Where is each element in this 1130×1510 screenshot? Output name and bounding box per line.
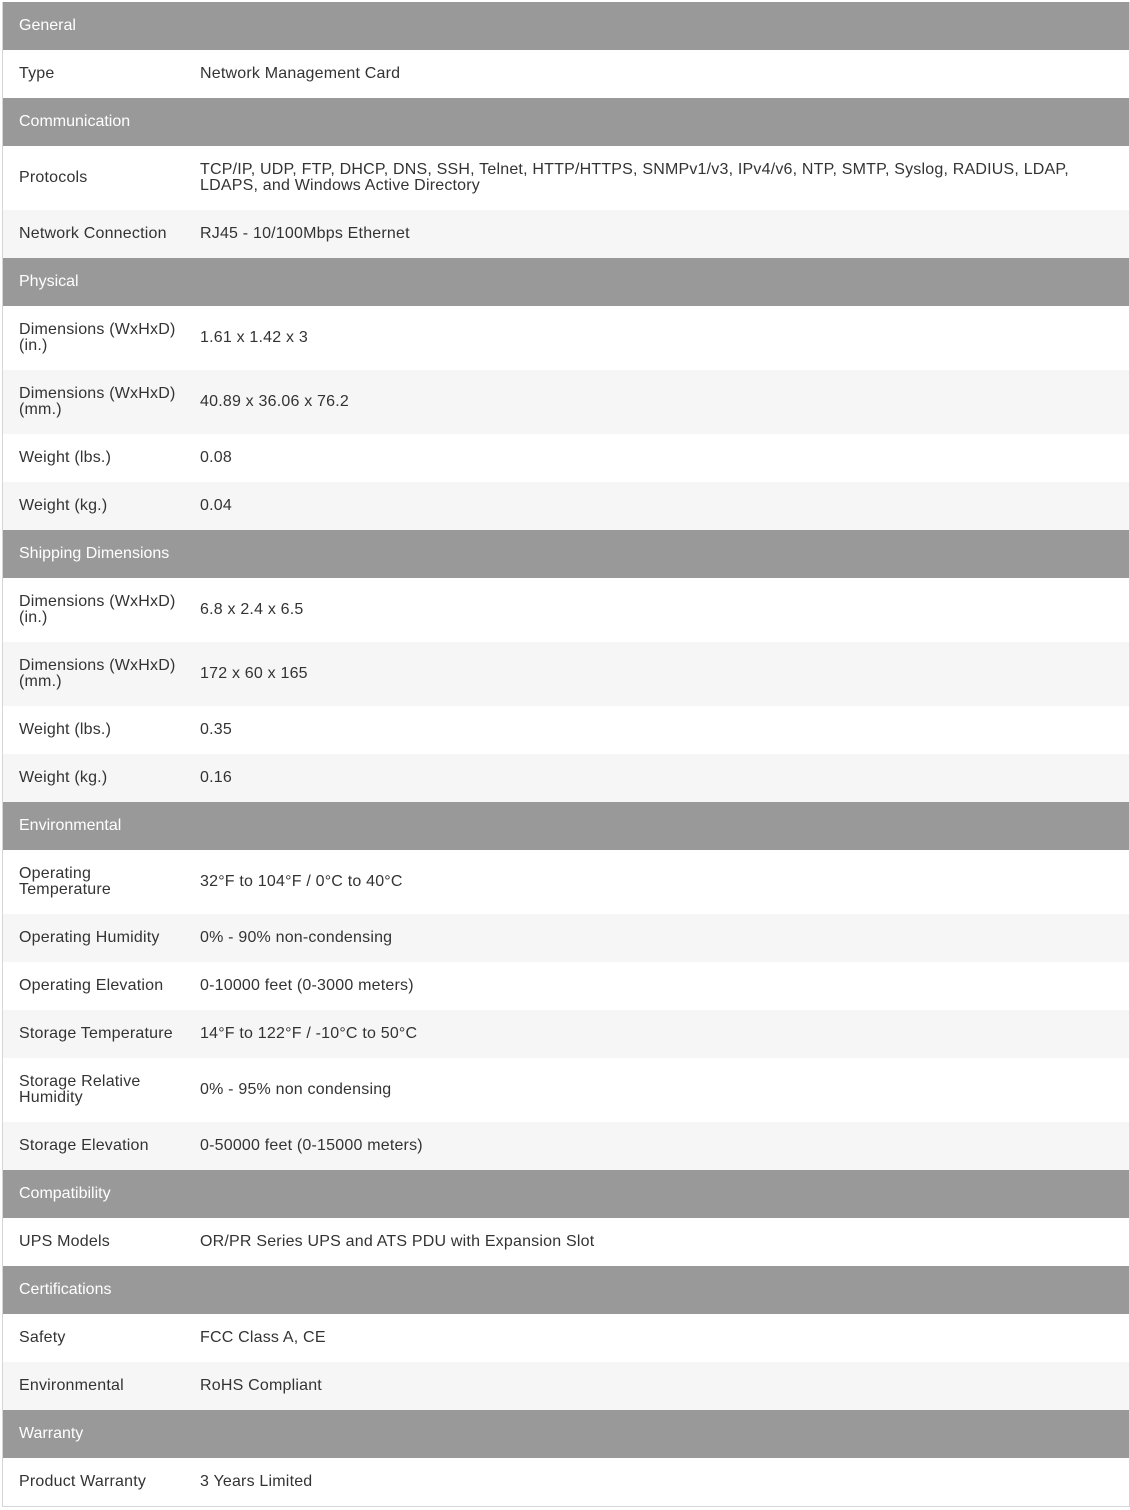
spec-label: Weight (lbs.) [19, 449, 112, 466]
section-header-communication: Communication [3, 98, 1129, 146]
spec-row [3, 1362, 1129, 1410]
spec-value: 6.8 x 2.4 x 6.5 [200, 601, 304, 618]
spec-row [3, 434, 1129, 482]
section-header-environmental: Environmental [3, 802, 1129, 850]
spec-row [3, 914, 1129, 962]
spec-label: Safety [19, 1329, 66, 1346]
spec-row [3, 754, 1129, 802]
spec-row [3, 210, 1129, 258]
spec-label: Storage Elevation [19, 1137, 149, 1154]
spec-label: Operating Humidity [19, 929, 160, 946]
spec-label: Network Connection [19, 225, 167, 242]
spec-row [3, 306, 1129, 370]
spec-value: 32°F to 104°F / 0°C to 40°C [200, 873, 403, 890]
spec-value: 3 Years Limited [200, 1473, 313, 1490]
spec-value: FCC Class A, CE [200, 1329, 326, 1346]
spec-label: Operating Elevation [19, 977, 164, 994]
section-header-warranty: Warranty [3, 1410, 1129, 1458]
spec-label: Dimensions (WxHxD) (in.) [19, 321, 176, 354]
spec-value: RoHS Compliant [200, 1377, 322, 1394]
spec-row [3, 146, 1129, 210]
spec-label: Weight (kg.) [19, 769, 108, 786]
spec-row [3, 850, 1129, 914]
spec-row [3, 578, 1129, 642]
spec-label: Dimensions (WxHxD) (mm.) [19, 657, 176, 690]
spec-row [3, 1218, 1129, 1266]
spec-value: 0% - 95% non condensing [200, 1081, 392, 1098]
spec-value: 0.04 [200, 497, 232, 514]
spec-value: 40.89 x 36.06 x 76.2 [200, 393, 349, 410]
spec-label: Storage Relative Humidity [19, 1073, 141, 1106]
section-header-certifications: Certifications [3, 1266, 1129, 1314]
spec-label: Weight (kg.) [19, 497, 108, 514]
spec-value: 0-50000 feet (0-15000 meters) [200, 1137, 423, 1154]
spec-label: Dimensions (WxHxD) (in.) [19, 593, 176, 626]
spec-label: Environmental [19, 1377, 124, 1394]
section-header-physical: Physical [3, 258, 1129, 306]
spec-row [3, 50, 1129, 98]
spec-value: 14°F to 122°F / -10°C to 50°C [200, 1025, 418, 1042]
spec-label: UPS Models [19, 1233, 110, 1250]
spec-value: 172 x 60 x 165 [200, 665, 308, 682]
spec-row [3, 482, 1129, 530]
spec-row [3, 1058, 1129, 1122]
spec-label: Protocols [19, 169, 88, 186]
spec-value: 0% - 90% non-condensing [200, 929, 393, 946]
section-header-shipping-dimensions: Shipping Dimensions [3, 530, 1129, 578]
spec-row [3, 1122, 1129, 1170]
spec-row [3, 962, 1129, 1010]
spec-row [3, 370, 1129, 434]
spec-value: 0.16 [200, 769, 232, 786]
spec-label: Dimensions (WxHxD) (mm.) [19, 385, 176, 418]
spec-row [3, 1458, 1129, 1506]
spec-value: 1.61 x 1.42 x 3 [200, 329, 308, 346]
spec-value: TCP/IP, UDP, FTP, DHCP, DNS, SSH, Telnet, HTTP/HTTPS, SNMPv1/v3, IPv4/v6, NTP, SMTP, Syslog, RADIUS, LDAP, LDAPS, and Windows Active Directory [200, 161, 1069, 194]
spec-value: OR/PR Series UPS and ATS PDU with Expansion Slot [200, 1233, 595, 1250]
spec-value: 0-10000 feet (0-3000 meters) [200, 977, 414, 994]
section-header-compatibility: Compatibility [3, 1170, 1129, 1218]
spec-value: 0.08 [200, 449, 232, 466]
specifications-table [2, 2, 1130, 1507]
spec-label: Operating Temperature [19, 865, 112, 898]
spec-row [3, 1010, 1129, 1058]
spec-row [3, 1314, 1129, 1362]
spec-value: RJ45 - 10/100Mbps Ethernet [200, 225, 410, 242]
spec-label: Weight (lbs.) [19, 721, 112, 738]
spec-value: 0.35 [200, 721, 232, 738]
spec-row [3, 642, 1129, 706]
spec-label: Type [19, 65, 55, 82]
spec-label: Storage Temperature [19, 1025, 173, 1042]
spec-row [3, 706, 1129, 754]
spec-value: Network Management Card [200, 65, 401, 82]
spec-label: Product Warranty [19, 1473, 147, 1490]
section-header-general: General [3, 2, 1129, 50]
